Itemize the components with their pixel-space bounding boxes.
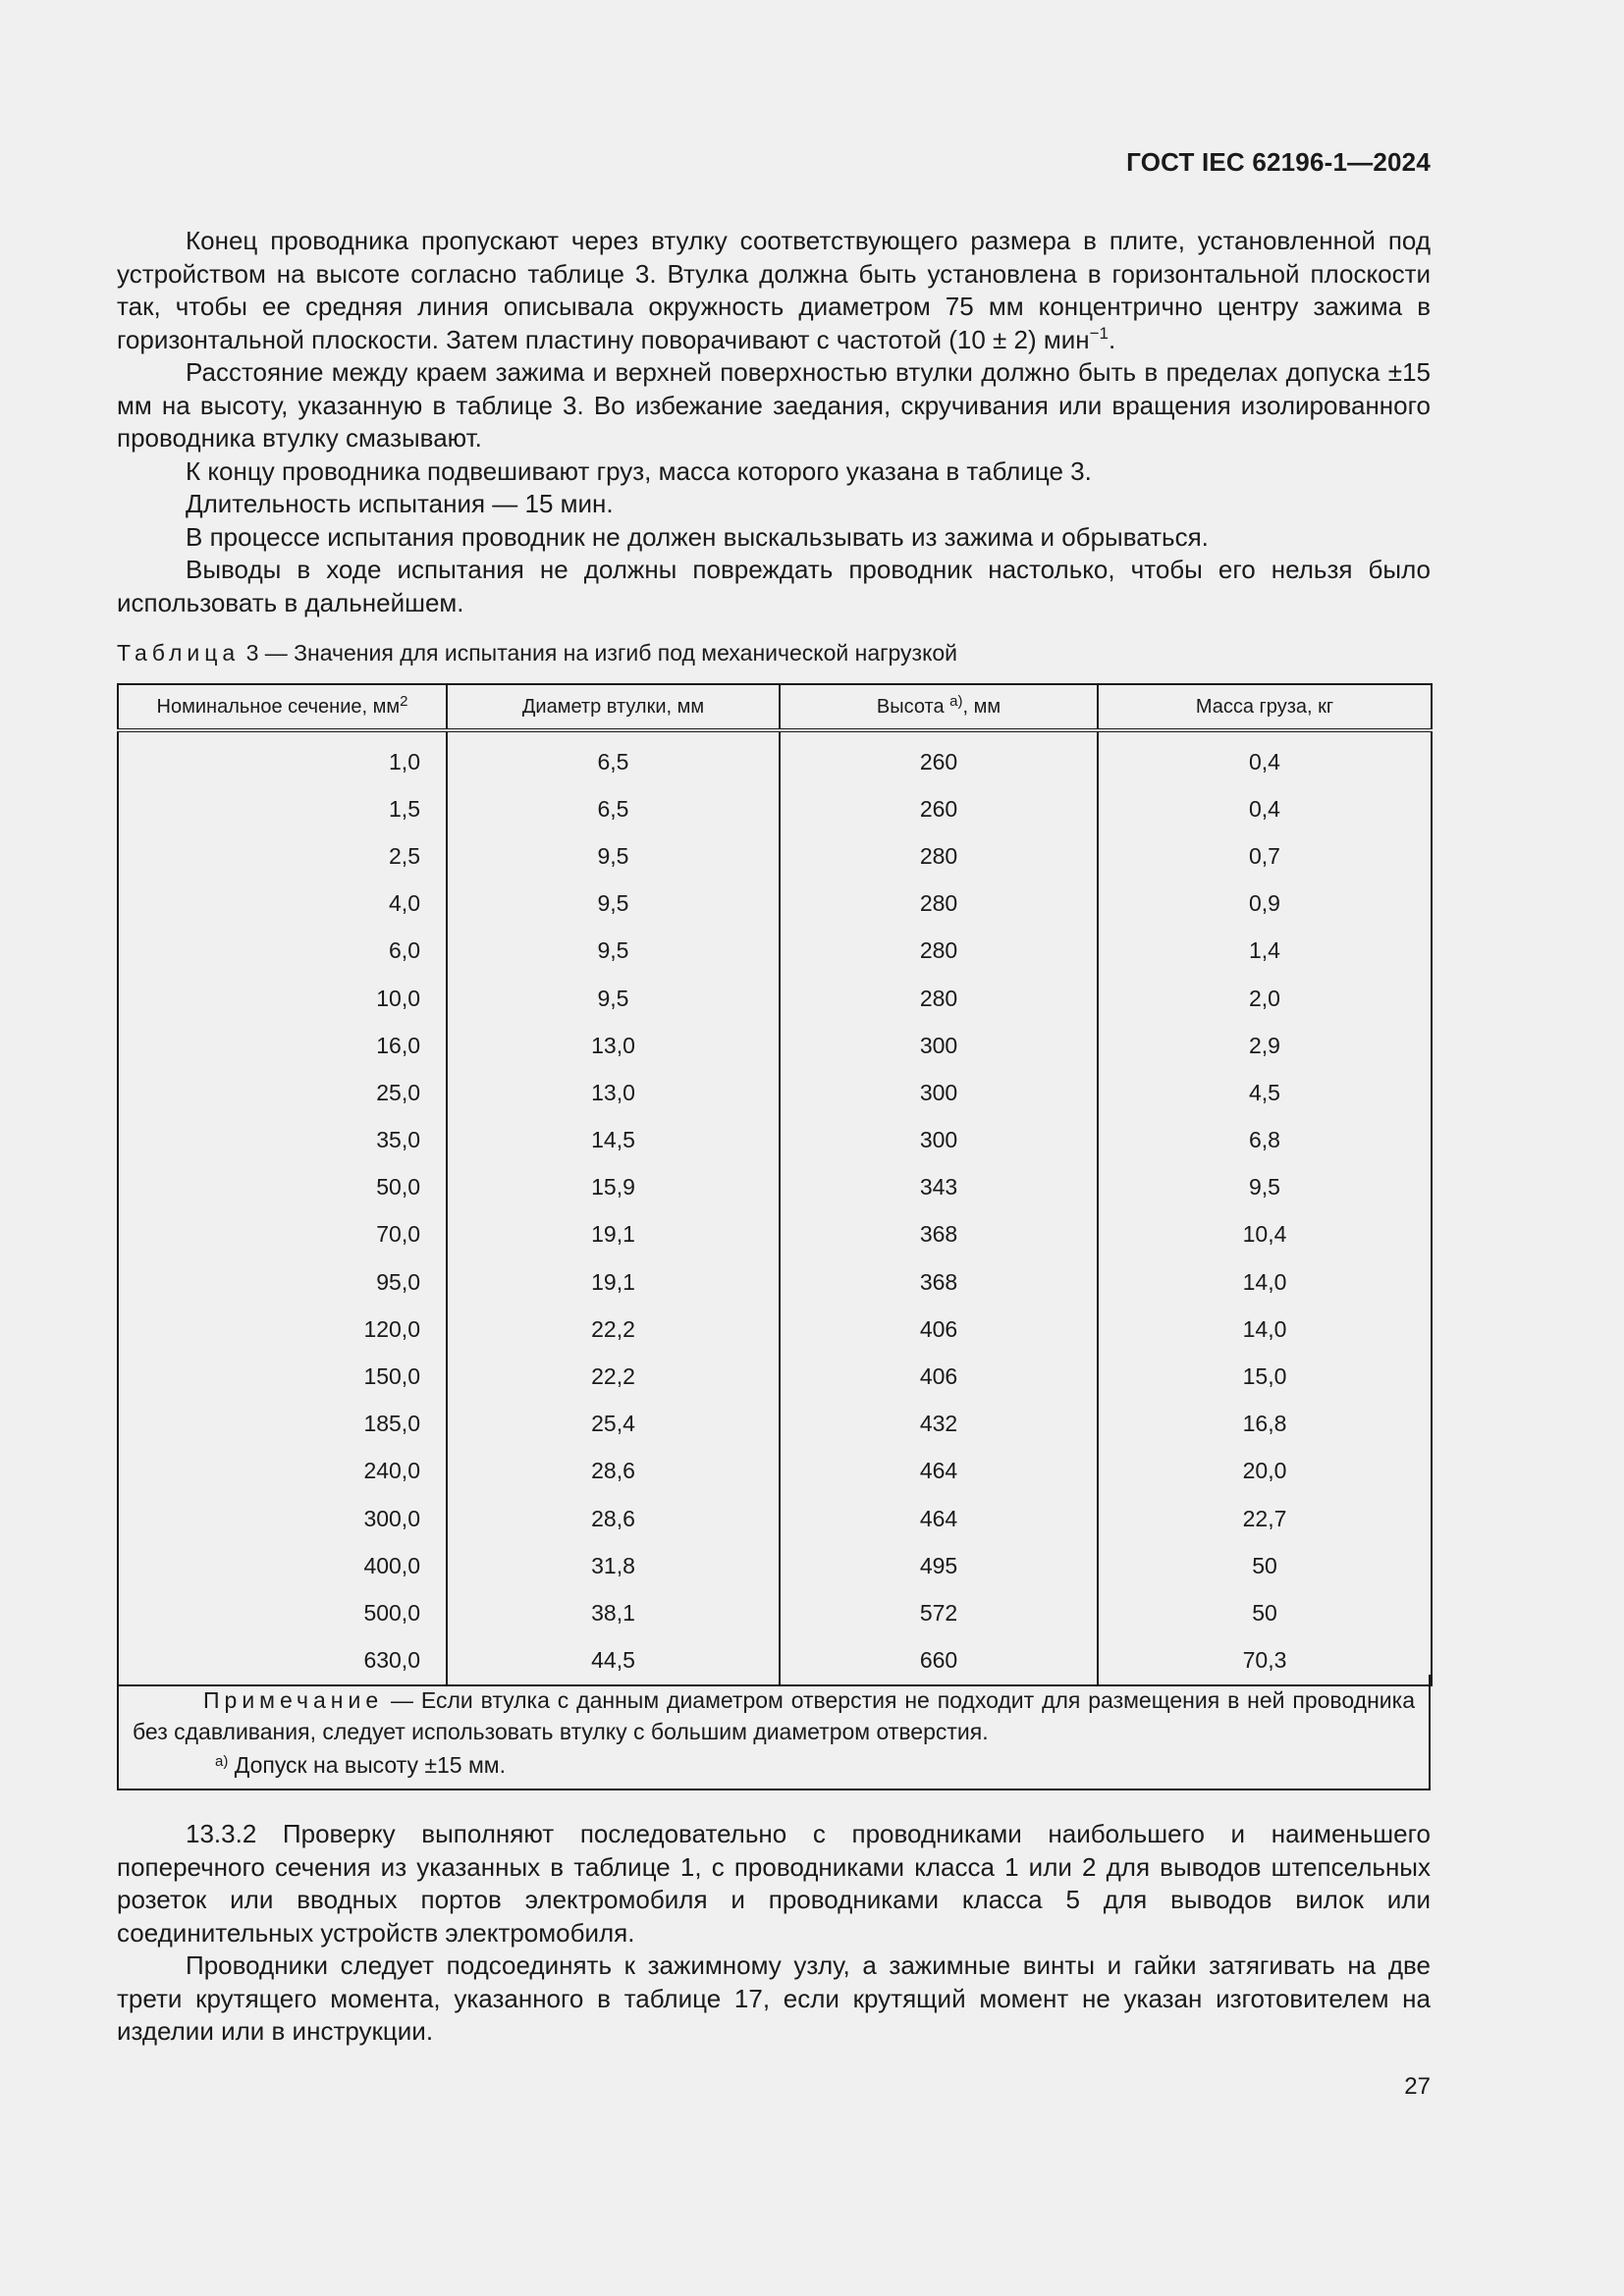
table-cell: 9,5 <box>447 832 780 880</box>
table-cell: 70,3 <box>1098 1637 1432 1685</box>
table-cell: 300 <box>780 1022 1098 1069</box>
header-text: Номинальное сечение, мм <box>156 695 401 718</box>
table-row <box>118 832 1432 880</box>
footnote-ref: а) <box>949 692 963 710</box>
table-cell: 10,0 <box>118 975 447 1022</box>
paragraph: Проводники следует подсоединять к зажимному узлу, а зажимные винты и гайки затягивать на две трети крутящего момента, указанного в таблице 17, если крутящий момент не указан изготовителем на изделии или в инструкции. <box>117 1950 1431 2046</box>
table-cell: 150,0 <box>118 1353 447 1400</box>
table-row <box>118 730 1432 785</box>
table-cell: 572 <box>780 1589 1098 1636</box>
table-cell: 0,7 <box>1098 832 1432 880</box>
table-cell: 13,0 <box>447 1022 780 1069</box>
table-cell: 368 <box>780 1258 1098 1306</box>
table-cell: 300,0 <box>118 1495 447 1542</box>
table-cell: 368 <box>780 1211 1098 1258</box>
table-cell: 22,7 <box>1098 1495 1432 1542</box>
table-cell: 2,0 <box>1098 975 1432 1022</box>
intro-text <box>117 225 1431 619</box>
table-cell: 95,0 <box>118 1258 447 1306</box>
table-cell: 432 <box>780 1401 1098 1448</box>
table-cell: 14,5 <box>447 1117 780 1164</box>
table-cell: 660 <box>780 1637 1098 1685</box>
table-cell: 6,5 <box>447 785 780 832</box>
table-row <box>118 1117 1432 1164</box>
table-cell: 1,4 <box>1098 928 1432 975</box>
table-cell: 9,5 <box>1098 1164 1432 1211</box>
paragraph: Длительность испытания — 15 мин. <box>186 489 614 518</box>
table-cell: 14,0 <box>1098 1306 1432 1353</box>
table-cell: 495 <box>780 1542 1098 1589</box>
paragraph-text: Конец проводника пропускают через втулку соответствующего размера в плите, установленной под устройством на высоте согласно таблице 3. Втулка должна быть установлена в горизонтальной плоскости так, чтобы ее средняя линия описывала окружность диаметром 75 мм концентрично центру зажима в горизонтальной плоскости. Затем пластину поворачивают с частотой (10 ± 2) мин <box>117 226 1431 354</box>
table-cell: 120,0 <box>118 1306 447 1353</box>
header-height <box>780 684 1098 730</box>
paragraph: 13.3.2 Проверку выполняют последовательно с проводниками наибольшего и наименьшего поперечного сечения из указанных в таблице 1, с проводниками класса 1 или 2 для выводов штепсельных розеток или вводных портов электромобиля и проводниками класса 5 для выводов вилок или соединительных устройств электромобиля. <box>117 1819 1431 1948</box>
table-row <box>118 1069 1432 1116</box>
table-cell: 16,0 <box>118 1022 447 1069</box>
table-row <box>118 1401 1432 1448</box>
table-row <box>118 928 1432 975</box>
note-paragraph <box>133 1684 1415 1747</box>
table-cell: 28,6 <box>447 1495 780 1542</box>
table-row <box>118 881 1432 928</box>
table-cell: 1,5 <box>118 785 447 832</box>
table-cell: 50 <box>1098 1589 1432 1636</box>
table-cell: 16,8 <box>1098 1401 1432 1448</box>
table-cell: 240,0 <box>118 1448 447 1495</box>
table-cell: 464 <box>780 1448 1098 1495</box>
note-text: — Если втулка с данным диаметром отверстия не подходит для размещения в ней проводника без сдавливания, следует использовать втулку с большим диаметром отверстия. <box>133 1687 1415 1744</box>
table-body <box>118 730 1432 1685</box>
paragraph: В процессе испытания проводник не должен выскальзывать из зажима и обрываться. <box>186 521 1209 552</box>
table-row <box>118 1022 1432 1069</box>
table-row <box>118 1542 1432 1589</box>
table-cell: 0,4 <box>1098 785 1432 832</box>
note-label: Примечание <box>203 1687 384 1713</box>
paragraph <box>117 225 1431 356</box>
table-row <box>118 1164 1432 1211</box>
table-cell: 15,9 <box>447 1164 780 1211</box>
table-cell: 4,0 <box>118 881 447 928</box>
table-cell: 50,0 <box>118 1164 447 1211</box>
table-cell: 20,0 <box>1098 1448 1432 1495</box>
table-cell: 185,0 <box>118 1401 447 1448</box>
table-cell: 280 <box>780 881 1098 928</box>
test-values-table <box>117 683 1433 1686</box>
superscript: −1 <box>1089 323 1109 343</box>
footnote-mark: а) <box>215 1753 229 1770</box>
table-row <box>118 1306 1432 1353</box>
table-row <box>118 1211 1432 1258</box>
table-cell: 19,1 <box>447 1211 780 1258</box>
footnote-text: Допуск на высоту ±15 мм. <box>228 1752 506 1778</box>
table-cell: 6,8 <box>1098 1117 1432 1164</box>
table-cell: 6,5 <box>447 730 780 785</box>
table-cell: 400,0 <box>118 1542 447 1589</box>
table-cell: 300 <box>780 1069 1098 1116</box>
table-row <box>118 1495 1432 1542</box>
paragraph-end: . <box>1108 324 1116 354</box>
header-bushing-diameter: Диаметр втулки, мм <box>447 684 780 730</box>
table-cell: 500,0 <box>118 1589 447 1636</box>
table-cell: 260 <box>780 785 1098 832</box>
table-cell: 280 <box>780 832 1098 880</box>
table-cell: 10,4 <box>1098 1211 1432 1258</box>
table-cell: 2,5 <box>118 832 447 880</box>
table-cell: 22,2 <box>447 1353 780 1400</box>
header-cross-section <box>118 684 447 730</box>
table-row <box>118 1589 1432 1636</box>
table-cell: 464 <box>780 1495 1098 1542</box>
table-cell: 406 <box>780 1353 1098 1400</box>
table-row <box>118 1353 1432 1400</box>
table-cell: 22,2 <box>447 1306 780 1353</box>
page-number: 27 <box>1404 2073 1431 2100</box>
paragraph: К концу проводника подвешивают груз, масса которого указана в таблице 3. <box>186 455 1092 486</box>
table-row <box>118 1258 1432 1306</box>
table-caption-label: Таблица <box>117 640 241 666</box>
table-cell: 19,1 <box>447 1258 780 1306</box>
table-row <box>118 975 1432 1022</box>
table-cell: 25,0 <box>118 1069 447 1116</box>
table-cell: 300 <box>780 1117 1098 1164</box>
table-cell: 6,0 <box>118 928 447 975</box>
table-cell: 13,0 <box>447 1069 780 1116</box>
table-cell: 4,5 <box>1098 1069 1432 1116</box>
table-row <box>118 785 1432 832</box>
superscript: 2 <box>400 692 408 710</box>
document-code-header: ГОСТ IEC 62196-1—2024 <box>1126 147 1431 177</box>
table-cell: 15,0 <box>1098 1353 1432 1400</box>
table-cell: 630,0 <box>118 1637 447 1685</box>
header-weight-mass: Масса груза, кг <box>1098 684 1432 730</box>
table-cell: 260 <box>780 730 1098 785</box>
table-cell: 9,5 <box>447 881 780 928</box>
table-cell: 44,5 <box>447 1637 780 1685</box>
table-cell: 38,1 <box>447 1589 780 1636</box>
header-text: , мм <box>962 695 1001 718</box>
table-cell: 0,9 <box>1098 881 1432 928</box>
table-note <box>117 1675 1431 1790</box>
table-cell: 50 <box>1098 1542 1432 1589</box>
section-text <box>117 1818 1431 2049</box>
table-cell: 280 <box>780 975 1098 1022</box>
table-cell: 70,0 <box>118 1211 447 1258</box>
table-row <box>118 1448 1432 1495</box>
table-cell: 9,5 <box>447 975 780 1022</box>
table-caption <box>117 638 957 667</box>
paragraph: Расстояние между краем зажима и верхней поверхностью втулки должно быть в пределах допуска ±15 мм на высоту, указанную в таблице 3. Во избежание заедания, скручивания или вращения изолированного проводника втулку смазывают. <box>117 357 1431 453</box>
table-cell: 2,9 <box>1098 1022 1432 1069</box>
table-cell: 406 <box>780 1306 1098 1353</box>
table-cell: 343 <box>780 1164 1098 1211</box>
table-cell: 31,8 <box>447 1542 780 1589</box>
table-cell: 0,4 <box>1098 730 1432 785</box>
table-header-row <box>118 684 1432 730</box>
table-cell: 35,0 <box>118 1117 447 1164</box>
table-cell: 25,4 <box>447 1401 780 1448</box>
table-footnote <box>133 1749 1415 1781</box>
table-cell: 280 <box>780 928 1098 975</box>
paragraph: Выводы в ходе испытания не должны повреждать проводник настолько, чтобы его нельзя было использовать в дальнейшем. <box>117 555 1431 617</box>
header-text: Высота <box>876 695 950 718</box>
table-cell: 28,6 <box>447 1448 780 1495</box>
table-cell: 9,5 <box>447 928 780 975</box>
table-cell: 14,0 <box>1098 1258 1432 1306</box>
table-cell: 1,0 <box>118 730 447 785</box>
table-caption-text: 3 — Значения для испытания на изгиб под механической нагрузкой <box>240 640 958 666</box>
